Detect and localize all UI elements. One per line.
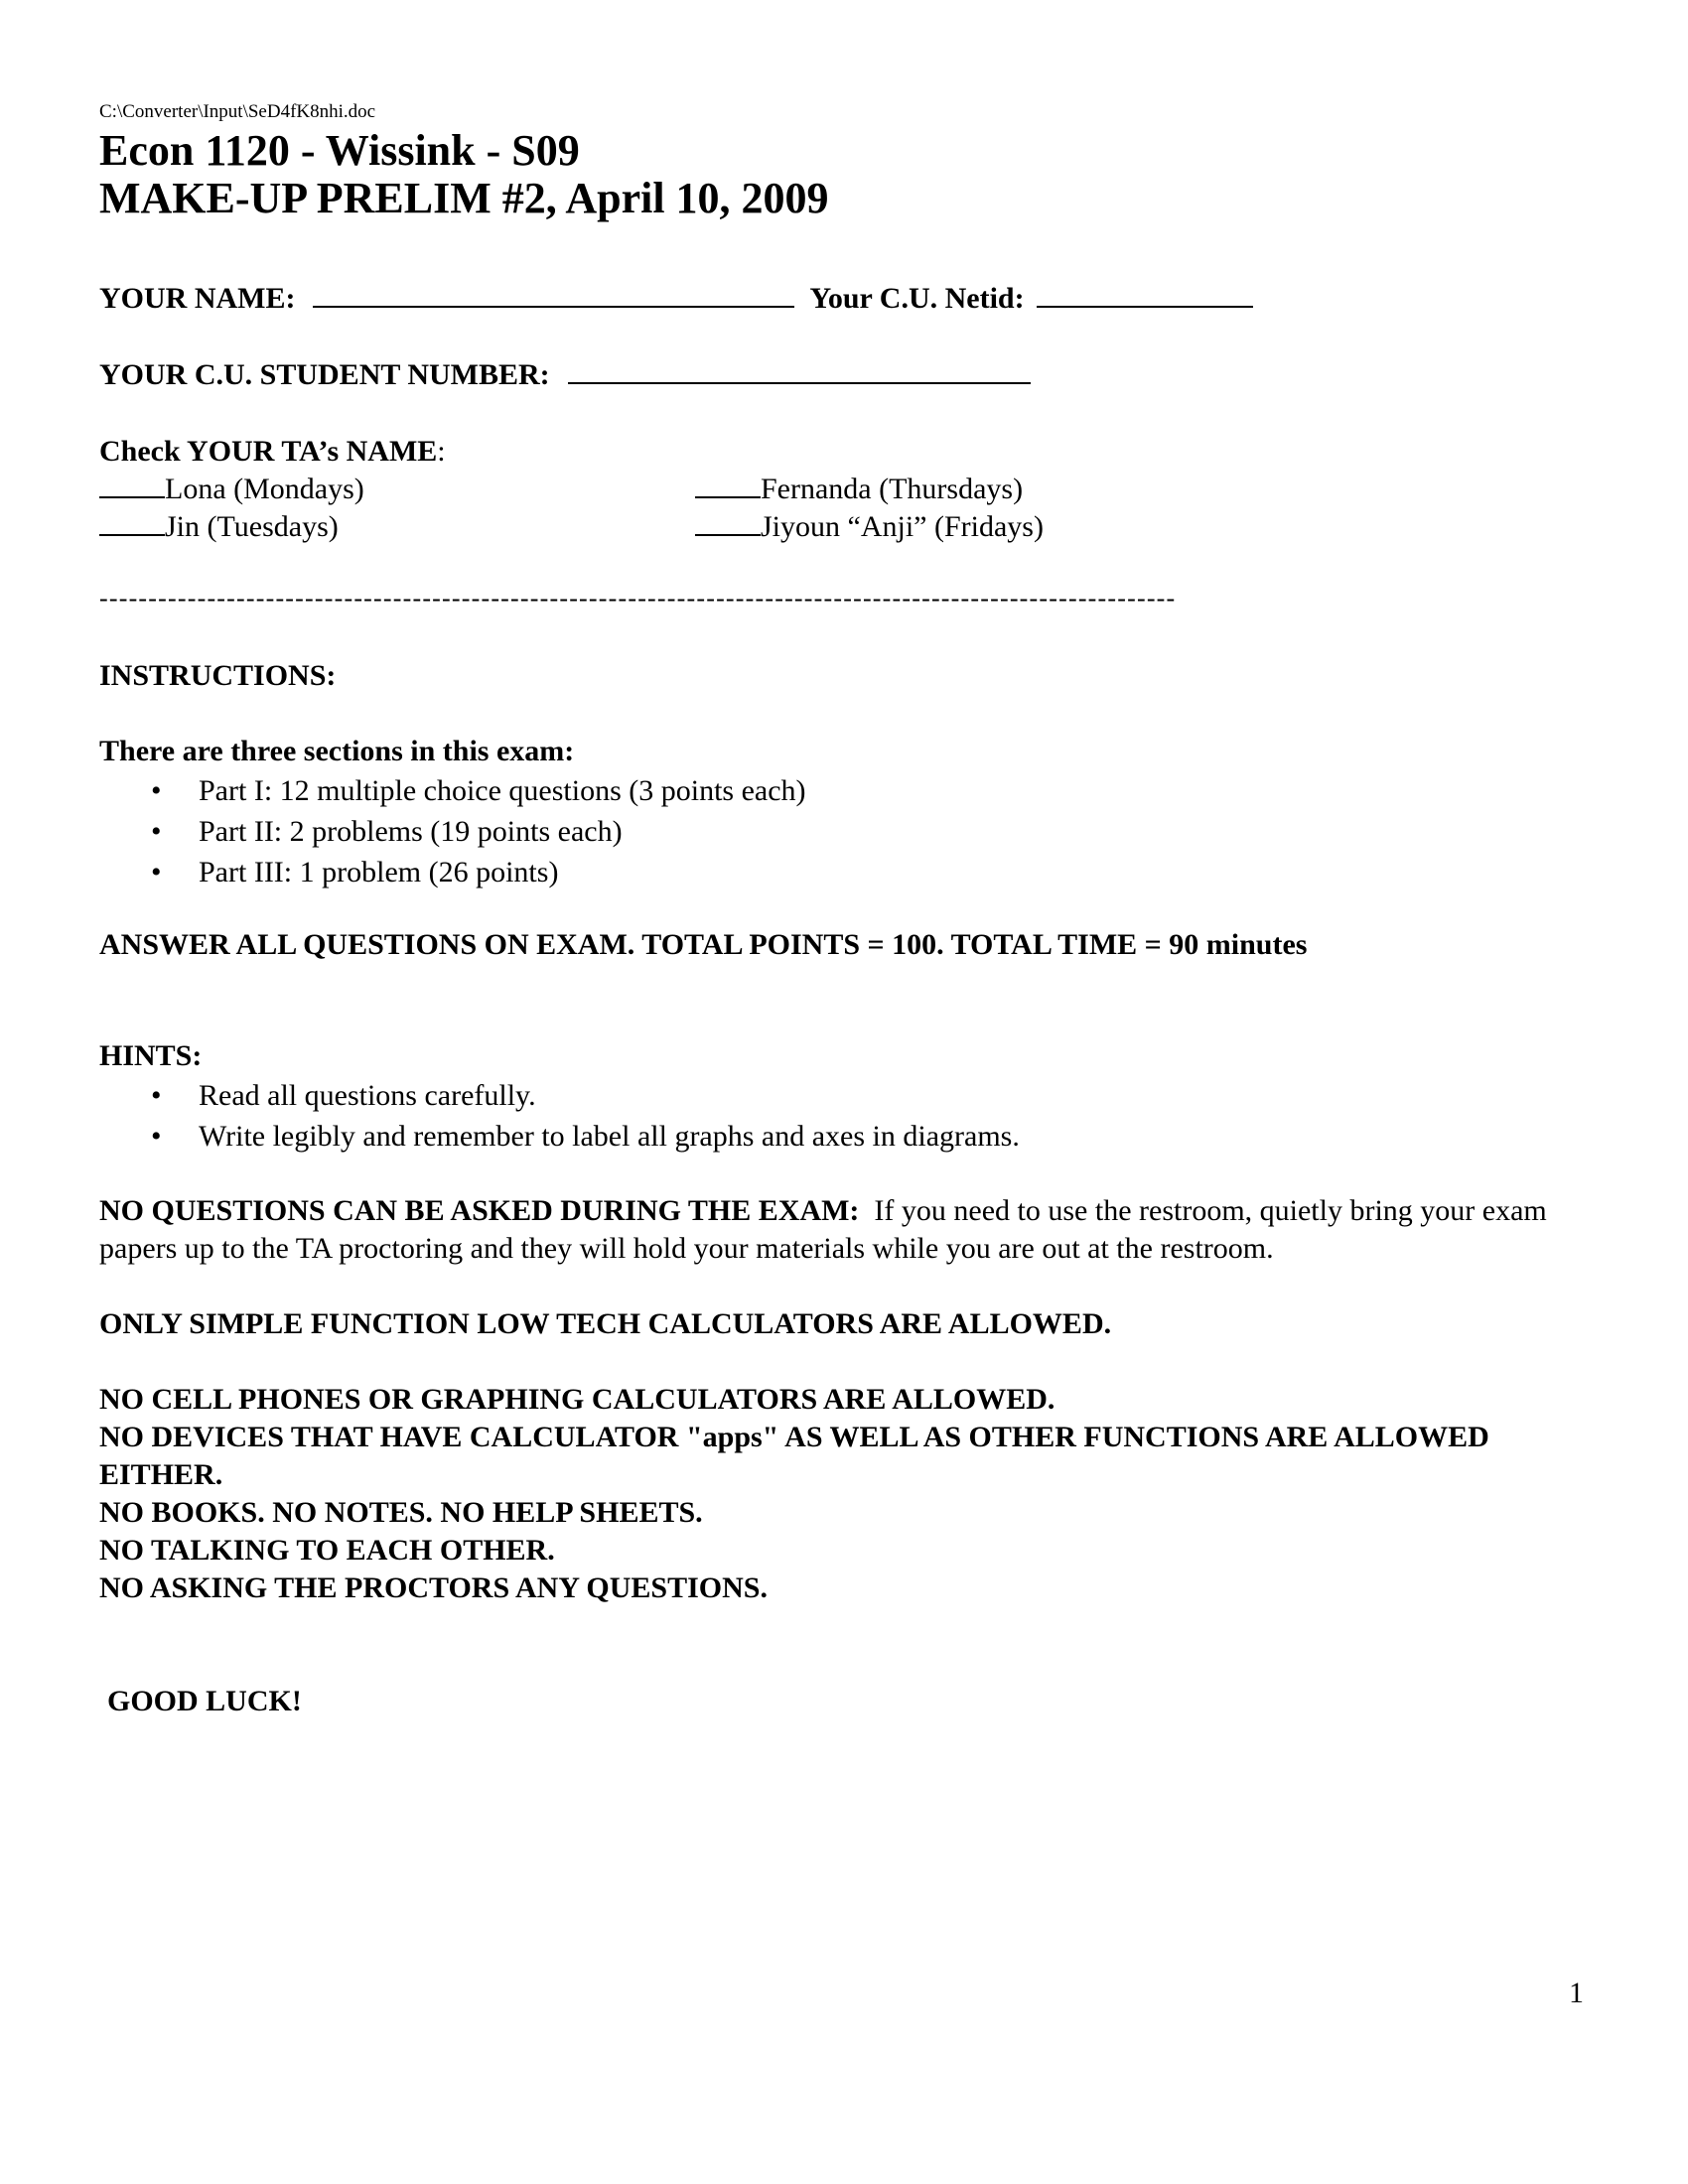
ta-checkbox-blank[interactable]: [99, 510, 165, 536]
bullet-icon: •: [151, 774, 162, 807]
list-item: [99, 770, 1609, 811]
bullet-icon: •: [151, 815, 162, 848]
ta-option-jiyoun[interactable]: [695, 508, 1251, 546]
calculator-rule: ONLY SIMPLE FUNCTION LOW TECH CALCULATORS ARE ALLOWED.: [99, 1307, 1112, 1340]
student-number-row: [99, 356, 1609, 393]
bullet-icon: •: [151, 1079, 162, 1112]
ta-option-label: Jiyoun “Anji” (Fridays): [761, 510, 1044, 543]
prohibition-item: NO DEVICES THAT HAVE CALCULATOR "apps" AS WELL AS OTHER FUNCTIONS ARE ALLOWED EITHER.: [99, 1421, 1489, 1491]
exam-cover-page: [99, 101, 1609, 1720]
ta-option-label: Fernanda (Thursdays): [761, 473, 1024, 505]
ta-option-label: Jin (Tuesdays): [165, 510, 339, 543]
part-text: Part I: 12 multiple choice questions (3 points each): [199, 774, 806, 807]
ta-checkbox-blank[interactable]: [695, 510, 761, 536]
part-text: Part II: 2 problems (19 points each): [199, 815, 623, 848]
no-questions-text: If you need to use the restroom, quietly bring your exam papers up to the TA proctoring and they will hold your materials while you are out at the restroom.: [99, 1194, 1547, 1265]
netid-label: Your C.U. Netid:: [809, 282, 1025, 315]
ta-heading: [99, 433, 1609, 471]
name-label: YOUR NAME:: [99, 282, 296, 315]
bullet-icon: •: [151, 1120, 162, 1153]
hint-text: Write legibly and remember to label all graphs and axes in diagrams.: [199, 1120, 1020, 1153]
part-text: Part III: 1 problem (26 points): [199, 856, 559, 888]
prohibition-item: NO CELL PHONES OR GRAPHING CALCULATORS ARE ALLOWED.: [99, 1383, 1055, 1416]
ta-option-label: Lona (Mondays): [165, 473, 364, 505]
no-questions-rule: [99, 1192, 1599, 1268]
good-luck: GOOD LUCK!: [107, 1685, 302, 1717]
exam-title: MAKE-UP PRELIM #2, April 10, 2009: [99, 174, 829, 222]
header: [99, 101, 1609, 222]
name-blank[interactable]: [313, 280, 794, 308]
student-number-blank[interactable]: [568, 356, 1031, 384]
name-netid-row: [99, 280, 1609, 317]
list-item: [99, 852, 1609, 892]
hints-list: [99, 1075, 1609, 1157]
ta-option-jin[interactable]: [99, 508, 695, 546]
ta-heading-colon: :: [437, 435, 446, 468]
page-number: 1: [1569, 1977, 1584, 2009]
netid-blank[interactable]: [1037, 280, 1253, 308]
ta-option-lona[interactable]: [99, 471, 695, 508]
bullet-icon: •: [151, 856, 162, 888]
dashed-separator: --------------------------------------------------------------------------------------------------------------: [99, 584, 1177, 613]
prohibition-item: NO ASKING THE PROCTORS ANY QUESTIONS.: [99, 1571, 768, 1604]
list-item: [99, 1075, 1609, 1116]
student-number-label: YOUR C.U. STUDENT NUMBER:: [99, 358, 550, 391]
sections-intro: There are three sections in this exam:: [99, 735, 575, 767]
prohibitions-list: [99, 1381, 1609, 1607]
ta-section: [99, 433, 1609, 546]
course-title: Econ 1120 - Wissink - S09: [99, 126, 580, 175]
file-path: C:\Converter\Input\SeD4fK8nhi.doc: [99, 101, 376, 122]
no-questions-heading: NO QUESTIONS CAN BE ASKED DURING THE EXAM:: [99, 1194, 860, 1227]
ta-checkbox-blank[interactable]: [99, 473, 165, 498]
ta-option-fernanda[interactable]: [695, 471, 1251, 508]
ta-checkbox-blank[interactable]: [695, 473, 761, 498]
ta-options: [99, 471, 1609, 546]
hint-text: Read all questions carefully.: [199, 1079, 536, 1112]
ta-heading-text: Check YOUR TA’s NAME: [99, 435, 438, 468]
prohibition-item: NO TALKING TO EACH OTHER.: [99, 1534, 555, 1567]
instructions-heading: INSTRUCTIONS:: [99, 659, 337, 692]
hints-heading: HINTS:: [99, 1039, 203, 1072]
answer-all-notice: ANSWER ALL QUESTIONS ON EXAM. TOTAL POINTS = 100. TOTAL TIME = 90 minutes: [99, 928, 1308, 961]
prohibition-item: NO BOOKS. NO NOTES. NO HELP SHEETS.: [99, 1496, 703, 1529]
exam-parts-list: [99, 770, 1609, 892]
list-item: [99, 811, 1609, 852]
list-item: [99, 1116, 1609, 1157]
